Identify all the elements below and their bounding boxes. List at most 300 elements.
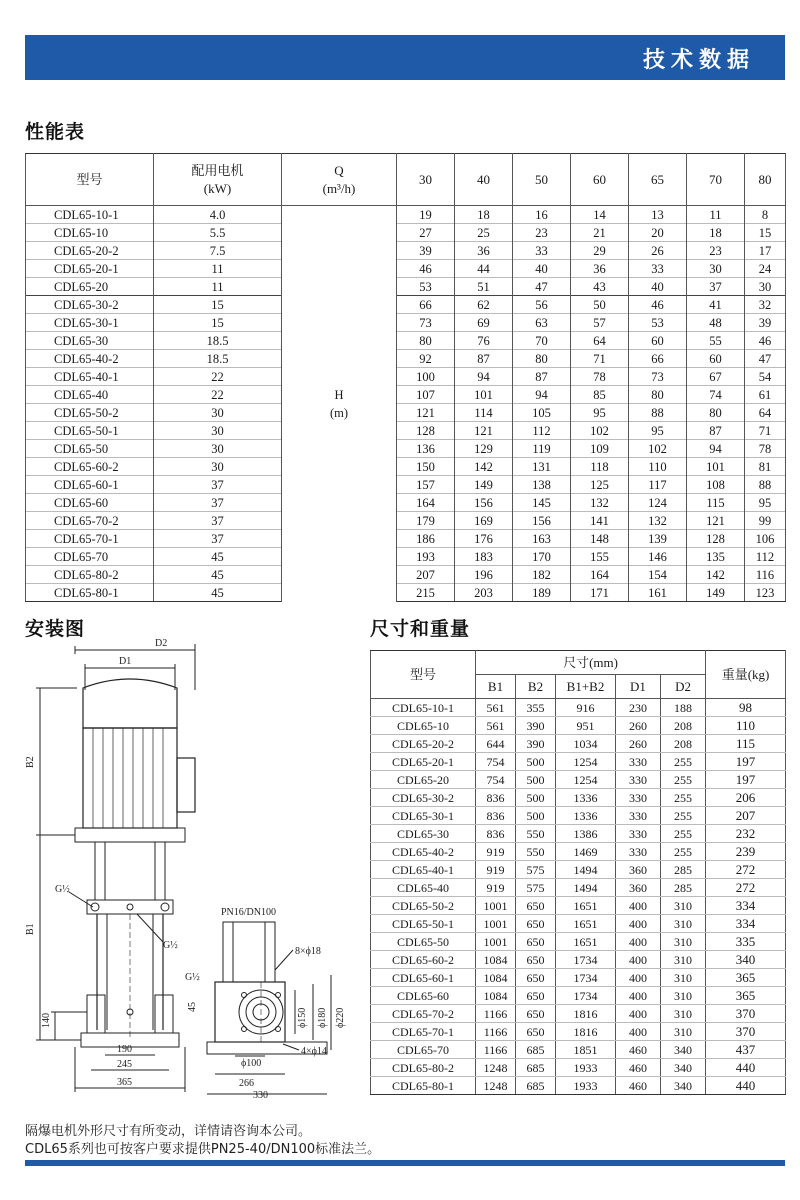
weight-cell: 335 — [706, 933, 786, 951]
dimension-value-cell: 400 — [616, 915, 661, 933]
dimension-value-cell: 230 — [616, 699, 661, 717]
model-cell: CDL65-60 — [371, 987, 476, 1005]
head-value-cell: 30 — [745, 278, 786, 296]
model-cell: CDL65-40-1 — [371, 861, 476, 879]
head-value-cell: 94 — [455, 368, 513, 386]
dimension-value-cell: 650 — [516, 969, 556, 987]
head-value-cell: 27 — [397, 224, 455, 242]
dimension-value-cell: 285 — [661, 861, 706, 879]
model-cell: CDL65-70 — [26, 548, 154, 566]
flow-header: 70 — [687, 154, 745, 206]
model-cell: CDL65-60-1 — [371, 969, 476, 987]
head-value-cell: 179 — [397, 512, 455, 530]
dimension-value-cell: 355 — [516, 699, 556, 717]
model-cell: CDL65-20-1 — [26, 260, 154, 278]
dimension-value-cell: 1336 — [556, 789, 616, 807]
head-value-cell: 76 — [455, 332, 513, 350]
head-value-cell: 125 — [571, 476, 629, 494]
head-value-cell: 80 — [397, 332, 455, 350]
head-value-cell: 207 — [397, 566, 455, 584]
head-value-cell: 154 — [629, 566, 687, 584]
flow-header: 80 — [745, 154, 786, 206]
dimension-value-cell: 400 — [616, 969, 661, 987]
head-value-cell: 102 — [571, 422, 629, 440]
dimensions-row — [371, 717, 786, 735]
dimension-value-cell: 500 — [516, 771, 556, 789]
flow-header: 65 — [629, 154, 687, 206]
head-value-cell: 128 — [397, 422, 455, 440]
head-value-cell: 129 — [455, 440, 513, 458]
head-value-cell: 88 — [745, 476, 786, 494]
dimensions-row — [371, 915, 786, 933]
motor-kw-cell: 18.5 — [154, 332, 282, 350]
performance-row — [26, 350, 786, 368]
performance-heading: 性能表 — [25, 121, 86, 143]
model-cell: CDL65-30-1 — [26, 314, 154, 332]
dimension-value-cell: 685 — [516, 1041, 556, 1059]
head-value-cell: 123 — [745, 584, 786, 602]
motor-kw-cell: 7.5 — [154, 242, 282, 260]
head-value-cell: 81 — [745, 458, 786, 476]
head-value-cell: 46 — [397, 260, 455, 278]
motor-kw-cell: 37 — [154, 530, 282, 548]
head-value-cell: 132 — [571, 494, 629, 512]
dimensions-row — [371, 807, 786, 825]
performance-row — [26, 368, 786, 386]
head-value-cell: 53 — [629, 314, 687, 332]
performance-row — [26, 458, 786, 476]
head-value-cell: 95 — [571, 404, 629, 422]
weight-cell: 440 — [706, 1059, 786, 1077]
motor-kw-cell: 30 — [154, 440, 282, 458]
dimensions-row — [371, 1023, 786, 1041]
head-value-cell: 57 — [571, 314, 629, 332]
head-value-cell: 46 — [745, 332, 786, 350]
dimensions-row — [371, 825, 786, 843]
g-half-label: G½ — [185, 972, 200, 983]
dimensions-row — [371, 699, 786, 717]
head-value-cell: 142 — [687, 566, 745, 584]
dimension-value-cell: 255 — [661, 789, 706, 807]
weight-cell: 197 — [706, 771, 786, 789]
dimension-value-cell: 650 — [516, 1005, 556, 1023]
model-cell: CDL65-50 — [26, 440, 154, 458]
dimension-value-cell: 500 — [516, 807, 556, 825]
dimension-value-cell: 1034 — [556, 735, 616, 753]
weight-cell: 334 — [706, 897, 786, 915]
model-cell: CDL65-40-2 — [371, 843, 476, 861]
motor-kw-cell: 15 — [154, 296, 282, 314]
holes-bottom-label: 4×ϕ14 — [301, 1046, 327, 1057]
model-cell: CDL65-20-1 — [371, 753, 476, 771]
motor-kw-cell: 18.5 — [154, 350, 282, 368]
performance-row — [26, 332, 786, 350]
head-value-cell: 189 — [513, 584, 571, 602]
head-value-cell: 101 — [687, 458, 745, 476]
col-q-header: Q (m³/h) — [282, 154, 397, 206]
head-value-cell: 215 — [397, 584, 455, 602]
head-value-cell: 132 — [629, 512, 687, 530]
performance-row — [26, 530, 786, 548]
dimension-value-cell: 330 — [616, 843, 661, 861]
installation-drawing — [25, 630, 370, 1100]
dim-45-label: 45 — [187, 1002, 198, 1012]
dimension-value-cell: 754 — [476, 771, 516, 789]
head-value-cell: 71 — [571, 350, 629, 368]
dim-100-label: ϕ100 — [241, 1058, 262, 1069]
performance-row — [26, 314, 786, 332]
head-value-cell: 54 — [745, 368, 786, 386]
weight-cell: 232 — [706, 825, 786, 843]
head-value-cell: 117 — [629, 476, 687, 494]
head-value-cell: 70 — [513, 332, 571, 350]
dimension-value-cell: 1166 — [476, 1023, 516, 1041]
head-value-cell: 196 — [455, 566, 513, 584]
model-cell: CDL65-50 — [371, 933, 476, 951]
dimension-value-cell: 255 — [661, 807, 706, 825]
head-value-cell: 73 — [397, 314, 455, 332]
dimensions-row — [371, 897, 786, 915]
model-cell: CDL65-20 — [26, 278, 154, 296]
head-value-cell: 61 — [745, 386, 786, 404]
flow-header: 50 — [513, 154, 571, 206]
head-value-cell: 71 — [745, 422, 786, 440]
weight-cell: 115 — [706, 735, 786, 753]
dimension-value-cell: 260 — [616, 735, 661, 753]
performance-row — [26, 476, 786, 494]
weight-cell: 365 — [706, 969, 786, 987]
model-cell: CDL65-10 — [371, 717, 476, 735]
head-value-cell: 116 — [745, 566, 786, 584]
dimension-value-cell: 550 — [516, 825, 556, 843]
head-value-cell: 23 — [513, 224, 571, 242]
head-value-cell: 110 — [629, 458, 687, 476]
head-value-cell: 66 — [629, 350, 687, 368]
head-value-cell: 128 — [687, 530, 745, 548]
head-value-cell: 146 — [629, 548, 687, 566]
head-value-cell: 39 — [745, 314, 786, 332]
weight-cell: 370 — [706, 1023, 786, 1041]
dimension-value-cell: 310 — [661, 897, 706, 915]
dimension-value-cell: 310 — [661, 1005, 706, 1023]
dimensions-row — [371, 951, 786, 969]
head-value-cell: 40 — [629, 278, 687, 296]
head-value-cell: 73 — [629, 368, 687, 386]
model-cell: CDL65-80-2 — [26, 566, 154, 584]
performance-header-row — [26, 154, 786, 206]
dimensions-row — [371, 1077, 786, 1095]
model-cell: CDL65-30 — [371, 825, 476, 843]
model-cell: CDL65-60-2 — [26, 458, 154, 476]
weight-cell: 197 — [706, 753, 786, 771]
head-value-cell: 63 — [513, 314, 571, 332]
head-value-cell: 18 — [687, 224, 745, 242]
head-value-cell: 124 — [629, 494, 687, 512]
weight-cell: 98 — [706, 699, 786, 717]
installation-heading: 安装图 — [25, 618, 86, 640]
head-value-cell: 36 — [455, 242, 513, 260]
head-value-cell: 169 — [455, 512, 513, 530]
head-value-cell: 115 — [687, 494, 745, 512]
performance-row — [26, 440, 786, 458]
head-value-cell: 182 — [513, 566, 571, 584]
dimension-value-cell: 330 — [616, 807, 661, 825]
model-cell: CDL65-50-2 — [26, 404, 154, 422]
head-value-cell: 60 — [687, 350, 745, 368]
weight-cell: 207 — [706, 807, 786, 825]
model-cell: CDL65-40-1 — [26, 368, 154, 386]
dimension-value-cell: 330 — [616, 789, 661, 807]
col-motor-header: 配用电机 (kW) — [154, 154, 282, 206]
weight-cell: 110 — [706, 717, 786, 735]
dimension-value-cell: 360 — [616, 861, 661, 879]
dimension-value-cell: 460 — [616, 1077, 661, 1095]
dimension-value-cell: 836 — [476, 825, 516, 843]
motor-kw-cell: 45 — [154, 566, 282, 584]
motor-kw-cell: 30 — [154, 422, 282, 440]
b1-label: B1 — [25, 923, 36, 935]
d2-label: D2 — [155, 638, 168, 649]
head-value-cell: 138 — [513, 476, 571, 494]
head-value-cell: 13 — [629, 206, 687, 224]
note-line: 隔爆电机外形尺寸有所变动，详情请咨询本公司。 — [25, 1124, 312, 1139]
head-value-cell: 186 — [397, 530, 455, 548]
flow-header: 30 — [397, 154, 455, 206]
model-cell: CDL65-70-1 — [26, 530, 154, 548]
head-value-cell: 142 — [455, 458, 513, 476]
head-value-cell: 51 — [455, 278, 513, 296]
head-value-cell: 106 — [745, 530, 786, 548]
head-value-cell: 37 — [687, 278, 745, 296]
model-cell: CDL65-50-2 — [371, 897, 476, 915]
head-value-cell: 8 — [745, 206, 786, 224]
head-value-cell: 119 — [513, 440, 571, 458]
head-value-cell: 157 — [397, 476, 455, 494]
dimension-value-cell: 340 — [661, 1059, 706, 1077]
head-value-cell: 150 — [397, 458, 455, 476]
head-value-cell: 40 — [513, 260, 571, 278]
head-value-cell: 114 — [455, 404, 513, 422]
dimension-value-cell: 208 — [661, 735, 706, 753]
head-value-cell: 170 — [513, 548, 571, 566]
dimensions-header-row — [371, 651, 786, 675]
dimension-value-cell: 310 — [661, 1023, 706, 1041]
head-value-cell: 26 — [629, 242, 687, 260]
motor-kw-cell: 30 — [154, 404, 282, 422]
subcol-header: D2 — [661, 675, 706, 699]
dimensions-row — [371, 735, 786, 753]
head-value-cell: 50 — [571, 296, 629, 314]
model-cell: CDL65-60 — [26, 494, 154, 512]
dimension-value-cell: 400 — [616, 987, 661, 1005]
weight-cell: 272 — [706, 879, 786, 897]
dimension-value-cell: 1084 — [476, 987, 516, 1005]
dimension-value-cell: 1166 — [476, 1005, 516, 1023]
head-value-cell: 55 — [687, 332, 745, 350]
model-cell: CDL65-30-1 — [371, 807, 476, 825]
head-value-cell: 33 — [513, 242, 571, 260]
head-value-cell: 32 — [745, 296, 786, 314]
page-title: 技术数据 — [642, 48, 755, 73]
head-value-cell: 112 — [513, 422, 571, 440]
dimension-value-cell: 1651 — [556, 897, 616, 915]
head-value-cell: 100 — [397, 368, 455, 386]
flange-label: PN16/DN100 — [221, 907, 277, 918]
dimension-value-cell: 1933 — [556, 1059, 616, 1077]
dimension-value-cell: 255 — [661, 753, 706, 771]
dim-180-label: ϕ180 — [317, 1007, 328, 1028]
head-value-cell: 88 — [629, 404, 687, 422]
dimension-value-cell: 310 — [661, 987, 706, 1005]
head-value-cell: 99 — [745, 512, 786, 530]
dim-266-label: 266 — [239, 1078, 254, 1089]
head-value-cell: 80 — [629, 386, 687, 404]
head-value-cell: 95 — [629, 422, 687, 440]
head-value-cell: 94 — [687, 440, 745, 458]
head-value-cell: 95 — [745, 494, 786, 512]
dimension-value-cell: 460 — [616, 1041, 661, 1059]
dimension-value-cell: 650 — [516, 933, 556, 951]
head-value-cell: 24 — [745, 260, 786, 278]
dimension-value-cell: 1084 — [476, 969, 516, 987]
head-value-cell: 60 — [629, 332, 687, 350]
dimension-value-cell: 1816 — [556, 1023, 616, 1041]
dimension-value-cell: 754 — [476, 753, 516, 771]
weight-cell: 334 — [706, 915, 786, 933]
head-value-cell: 107 — [397, 386, 455, 404]
model-cell: CDL65-80-2 — [371, 1059, 476, 1077]
dimension-value-cell: 400 — [616, 933, 661, 951]
dimension-value-cell: 1248 — [476, 1077, 516, 1095]
head-value-cell: 67 — [687, 368, 745, 386]
head-value-cell: 48 — [687, 314, 745, 332]
subcol-header: B1 — [476, 675, 516, 699]
subcol-header: D1 — [616, 675, 661, 699]
head-value-cell: 135 — [687, 548, 745, 566]
g-half-label: G½ — [163, 940, 178, 951]
dimension-value-cell: 400 — [616, 897, 661, 915]
motor-kw-cell: 45 — [154, 584, 282, 602]
head-value-cell: 102 — [629, 440, 687, 458]
dim-140-label: 140 — [41, 1013, 52, 1028]
dimensions-row — [371, 879, 786, 897]
dimension-value-cell: 260 — [616, 717, 661, 735]
dimension-value-cell: 1494 — [556, 861, 616, 879]
head-value-cell: 163 — [513, 530, 571, 548]
holes-top-label: 8×ϕ18 — [295, 946, 321, 957]
dimension-value-cell: 310 — [661, 915, 706, 933]
dim-190-label: 190 — [117, 1044, 132, 1055]
dimension-value-cell: 575 — [516, 861, 556, 879]
head-value-cell: 78 — [745, 440, 786, 458]
head-value-cell: 18 — [455, 206, 513, 224]
dimension-value-cell: 460 — [616, 1059, 661, 1077]
dimensions-heading: 尺寸和重量 — [370, 618, 471, 640]
dimension-value-cell: 255 — [661, 843, 706, 861]
dimension-value-cell: 1651 — [556, 915, 616, 933]
dimension-value-cell: 255 — [661, 771, 706, 789]
head-value-cell: 41 — [687, 296, 745, 314]
model-cell: CDL65-10-1 — [26, 206, 154, 224]
dimension-value-cell: 919 — [476, 861, 516, 879]
head-value-cell: 74 — [687, 386, 745, 404]
weight-cell: 206 — [706, 789, 786, 807]
model-cell: CDL65-70-2 — [371, 1005, 476, 1023]
dimension-value-cell: 360 — [616, 879, 661, 897]
dimension-value-cell: 1254 — [556, 771, 616, 789]
head-value-cell: 16 — [513, 206, 571, 224]
motor-kw-cell: 11 — [154, 260, 282, 278]
head-value-cell: 105 — [513, 404, 571, 422]
head-value-cell: 25 — [455, 224, 513, 242]
header-banner — [25, 35, 785, 80]
head-value-cell: 43 — [571, 278, 629, 296]
dimension-value-cell: 951 — [556, 717, 616, 735]
dimension-value-cell: 1933 — [556, 1077, 616, 1095]
dimension-value-cell: 1734 — [556, 969, 616, 987]
head-value-cell: 109 — [571, 440, 629, 458]
head-value-cell: 80 — [687, 404, 745, 422]
dimension-value-cell: 836 — [476, 807, 516, 825]
weight-cell: 437 — [706, 1041, 786, 1059]
dimension-value-cell: 1816 — [556, 1005, 616, 1023]
dimension-value-cell: 400 — [616, 951, 661, 969]
head-value-cell: 136 — [397, 440, 455, 458]
head-value-cell: 33 — [629, 260, 687, 278]
dimensions-row — [371, 753, 786, 771]
weight-cell: 272 — [706, 861, 786, 879]
dimension-value-cell: 1651 — [556, 933, 616, 951]
dimension-value-cell: 561 — [476, 699, 516, 717]
dimension-value-cell: 1734 — [556, 987, 616, 1005]
model-cell: CDL65-30-2 — [26, 296, 154, 314]
head-value-cell: 78 — [571, 368, 629, 386]
head-value-cell: 121 — [687, 512, 745, 530]
head-value-cell: 29 — [571, 242, 629, 260]
model-cell: CDL65-80-1 — [26, 584, 154, 602]
dimension-value-cell: 644 — [476, 735, 516, 753]
model-cell: CDL65-40 — [26, 386, 154, 404]
head-value-cell: 101 — [455, 386, 513, 404]
motor-kw-cell: 11 — [154, 278, 282, 296]
head-value-cell: 17 — [745, 242, 786, 260]
head-value-cell: 149 — [455, 476, 513, 494]
dimension-value-cell: 1494 — [556, 879, 616, 897]
col-size-header: 尺寸(mm) — [476, 651, 706, 675]
col-model-header: 型号 — [26, 154, 154, 206]
dimension-value-cell: 1254 — [556, 753, 616, 771]
head-value-cell: 164 — [397, 494, 455, 512]
motor-kw-cell: 5.5 — [154, 224, 282, 242]
weight-cell: 370 — [706, 1005, 786, 1023]
b2-label: B2 — [25, 756, 36, 768]
head-value-cell: 161 — [629, 584, 687, 602]
head-value-cell: 155 — [571, 548, 629, 566]
g-half-label: G½ — [55, 884, 70, 895]
dimensions-row — [371, 933, 786, 951]
dimensions-row — [371, 1059, 786, 1077]
head-value-cell: 193 — [397, 548, 455, 566]
head-value-cell: 11 — [687, 206, 745, 224]
d1-label: D1 — [119, 656, 132, 667]
motor-kw-cell: 15 — [154, 314, 282, 332]
model-cell: CDL65-40 — [371, 879, 476, 897]
dimension-value-cell: 550 — [516, 843, 556, 861]
motor-kw-cell: 22 — [154, 368, 282, 386]
performance-row — [26, 404, 786, 422]
head-value-cell: 53 — [397, 278, 455, 296]
dimensions-row — [371, 789, 786, 807]
